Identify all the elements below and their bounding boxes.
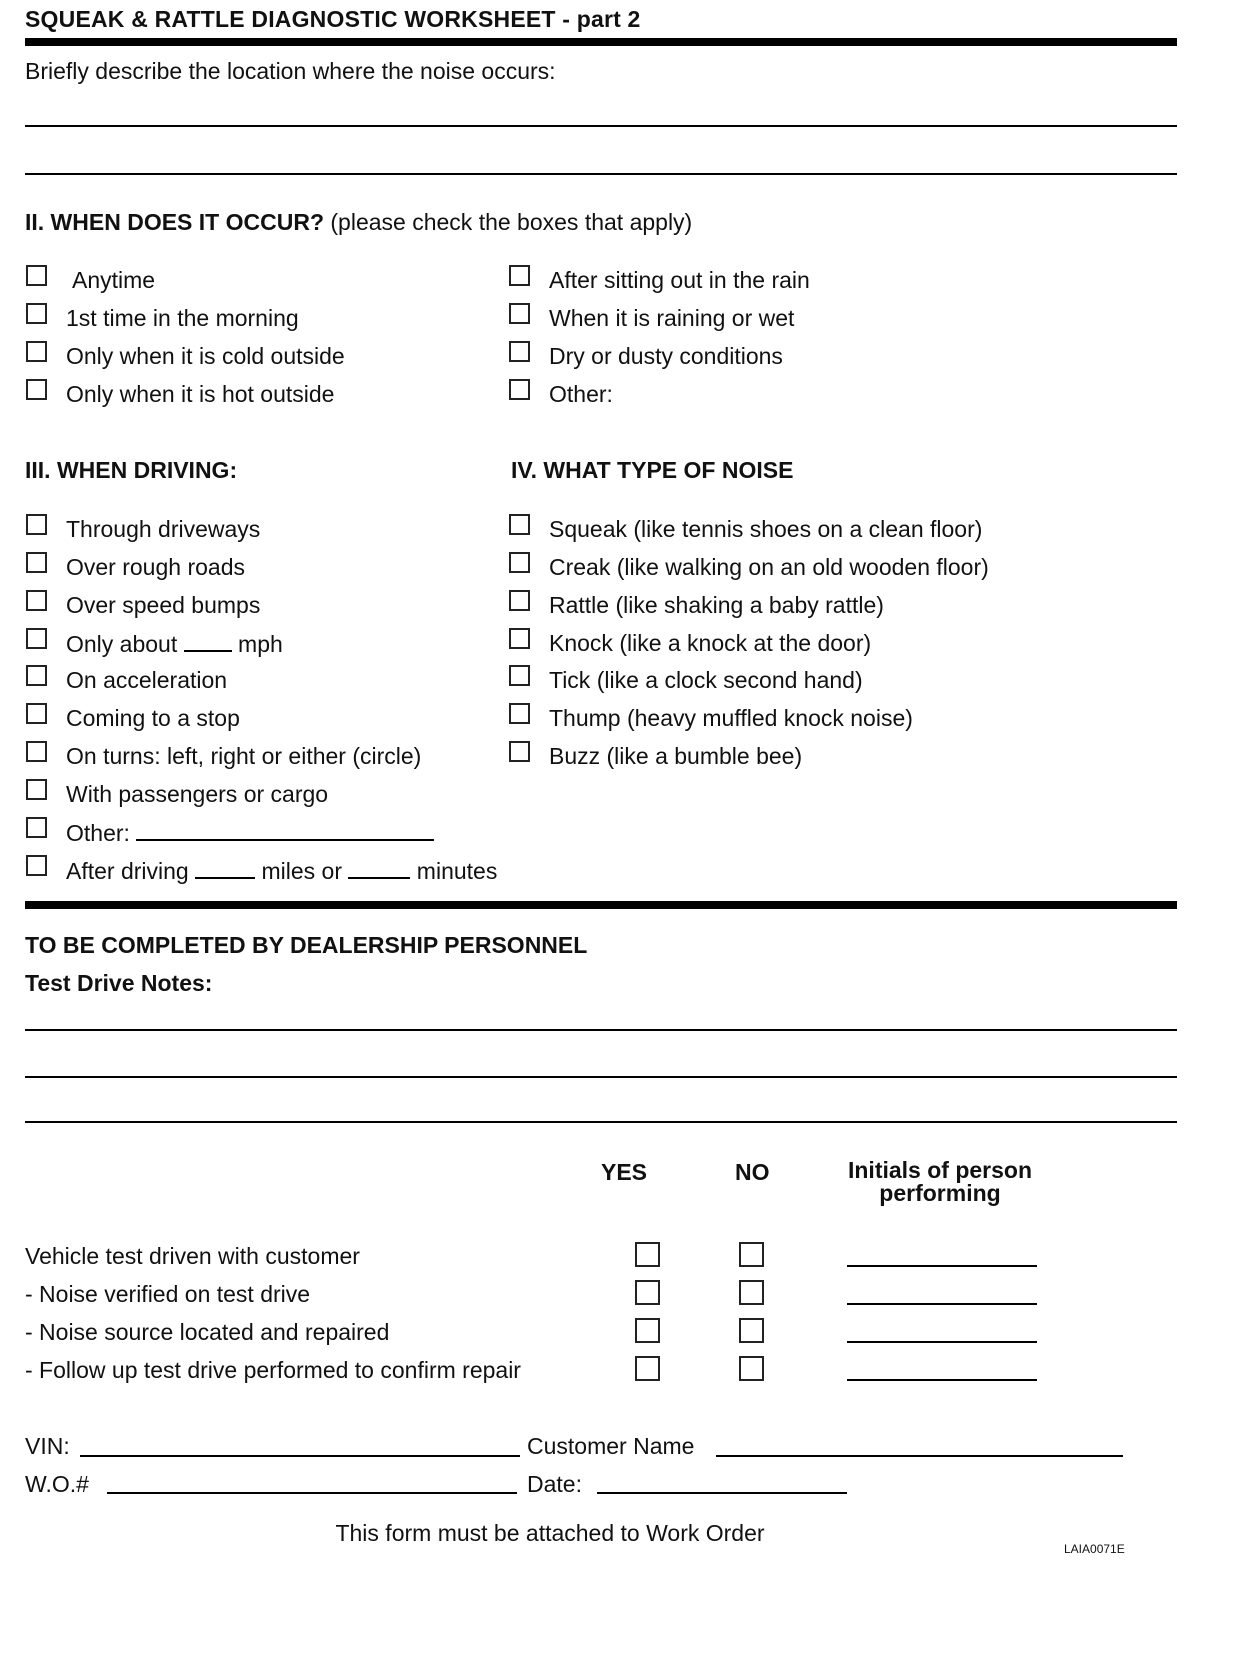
label-stop: Coming to a stop (66, 705, 240, 731)
row-label-noise-verified: - Noise verified on test drive (25, 1281, 311, 1307)
section-2-heading-rest: (please check the boxes that apply) (324, 209, 693, 235)
mph-blank[interactable] (184, 630, 232, 652)
label-other-driving: Other: (66, 820, 130, 846)
label-miles-or: miles or (261, 858, 343, 884)
after-driving-row (66, 857, 497, 885)
label-anytime: Anytime (72, 267, 156, 293)
miles-blank[interactable] (195, 857, 255, 879)
section-2-heading-bold: II. WHEN DOES IT OCCUR? (25, 209, 324, 235)
checkbox-stop[interactable] (26, 703, 47, 724)
checkbox-squeak[interactable] (509, 514, 530, 535)
label-rain: After sitting out in the rain (549, 267, 810, 293)
vin-field[interactable] (80, 1455, 520, 1457)
checkbox-buzz[interactable] (509, 741, 530, 762)
checkbox-noise-verified-yes[interactable] (635, 1280, 660, 1305)
form-code: LAIA0071E (1064, 1542, 1125, 1556)
col-no-header: NO (735, 1159, 770, 1185)
checkbox-creak[interactable] (509, 552, 530, 573)
label-rough-roads: Over rough roads (66, 554, 245, 580)
label-mph: mph (238, 631, 283, 657)
checkbox-source-repaired-no[interactable] (739, 1318, 764, 1343)
title-divider (25, 38, 1177, 46)
label-after-driving: After driving (66, 858, 189, 884)
other-driving-row (66, 819, 434, 847)
label-knock: Knock (like a knock at the door) (549, 630, 872, 656)
row-label-test-driven: Vehicle test driven with customer (25, 1243, 360, 1269)
wo-label: W.O.# (25, 1471, 89, 1497)
location-prompt: Briefly describe the location where the noise occurs: (25, 58, 556, 84)
checkbox-test-driven-no[interactable] (739, 1242, 764, 1267)
checkbox-thump[interactable] (509, 703, 530, 724)
checkbox-follow-up-yes[interactable] (635, 1356, 660, 1381)
row-label-follow-up: - Follow up test drive performed to confirm repair (25, 1357, 521, 1383)
checkbox-speed-bumps[interactable] (26, 590, 47, 611)
minutes-blank[interactable] (348, 857, 410, 879)
label-hot: Only when it is hot outside (66, 381, 335, 407)
label-tick: Tick (like a clock second hand) (549, 667, 863, 693)
checkbox-follow-up-no[interactable] (739, 1356, 764, 1381)
label-rattle: Rattle (like shaking a baby rattle) (549, 592, 884, 618)
initials-source-repaired[interactable] (847, 1341, 1037, 1343)
label-buzz: Buzz (like a bumble bee) (549, 743, 803, 769)
label-minutes: minutes (416, 858, 498, 884)
dealer-divider (25, 901, 1177, 909)
label-cold: Only when it is cold outside (66, 343, 345, 369)
row-label-source-repaired: - Noise source located and repaired (25, 1319, 390, 1345)
section-3-heading: III. WHEN DRIVING: (25, 457, 238, 483)
location-line-1[interactable] (25, 125, 1177, 127)
test-drive-notes-label: Test Drive Notes: (25, 970, 213, 996)
initials-follow-up[interactable] (847, 1379, 1037, 1381)
checkbox-morning[interactable] (26, 303, 47, 324)
label-only-about: Only about (66, 631, 178, 657)
col-initials-line-1: Initials of person (847, 1157, 1033, 1183)
customer-name-field[interactable] (716, 1455, 1123, 1457)
wo-field[interactable] (107, 1492, 517, 1494)
label-turns: On turns: left, right or either (circle) (66, 743, 422, 769)
checkbox-driveways[interactable] (26, 514, 47, 535)
date-field[interactable] (597, 1492, 847, 1494)
checkbox-acceleration[interactable] (26, 665, 47, 686)
only-about-row (66, 630, 283, 658)
col-initials-header (830, 1159, 1050, 1205)
date-label: Date: (527, 1471, 582, 1497)
checkbox-test-driven-yes[interactable] (635, 1242, 660, 1267)
customer-name-label: Customer Name (527, 1433, 695, 1459)
checkbox-knock[interactable] (509, 628, 530, 649)
other-driving-blank[interactable] (136, 819, 434, 841)
initials-test-driven[interactable] (847, 1265, 1037, 1267)
label-acceleration: On acceleration (66, 667, 228, 693)
section-2-heading (25, 209, 692, 236)
checkbox-after-driving[interactable] (26, 855, 47, 876)
checkbox-noise-verified-no[interactable] (739, 1280, 764, 1305)
checkbox-other-cond[interactable] (509, 379, 530, 400)
checkbox-hot[interactable] (26, 379, 47, 400)
checkbox-turns[interactable] (26, 741, 47, 762)
checkbox-source-repaired-yes[interactable] (635, 1318, 660, 1343)
label-dusty: Dry or dusty conditions (549, 343, 783, 369)
notes-line-1[interactable] (25, 1029, 1177, 1031)
label-morning: 1st time in the morning (66, 305, 299, 331)
initials-noise-verified[interactable] (847, 1303, 1037, 1305)
location-line-2[interactable] (25, 173, 1177, 175)
label-other-cond: Other: (549, 381, 613, 407)
label-thump: Thump (heavy muffled knock noise) (549, 705, 913, 731)
checkbox-anytime[interactable] (26, 265, 47, 286)
label-wet: When it is raining or wet (549, 305, 795, 331)
vin-label: VIN: (25, 1433, 70, 1459)
notes-line-3[interactable] (25, 1121, 1177, 1123)
checkbox-other-driving[interactable] (26, 817, 47, 838)
label-squeak: Squeak (like tennis shoes on a clean floor) (549, 516, 983, 542)
checkbox-rattle[interactable] (509, 590, 530, 611)
label-creak: Creak (like walking on an old wooden floor) (549, 554, 989, 580)
checkbox-tick[interactable] (509, 665, 530, 686)
dealer-heading: TO BE COMPLETED BY DEALERSHIP PERSONNEL (25, 932, 588, 958)
checkbox-only-about[interactable] (26, 628, 47, 649)
page-title: SQUEAK & RATTLE DIAGNOSTIC WORKSHEET - part 2 (25, 6, 641, 32)
col-yes-header: YES (601, 1159, 648, 1185)
section-4-heading: IV. WHAT TYPE OF NOISE (511, 457, 794, 483)
col-initials-line-2: performing (879, 1180, 1001, 1206)
notes-line-2[interactable] (25, 1076, 1177, 1078)
attach-note: This form must be attached to Work Order (335, 1520, 765, 1546)
label-speed-bumps: Over speed bumps (66, 592, 261, 618)
label-driveways: Through driveways (66, 516, 261, 542)
checkbox-cold[interactable] (26, 341, 47, 362)
checkbox-passengers[interactable] (26, 779, 47, 800)
label-passengers: With passengers or cargo (66, 781, 329, 807)
checkbox-rough-roads[interactable] (26, 552, 47, 573)
checkbox-rain[interactable] (509, 265, 530, 286)
checkbox-wet[interactable] (509, 303, 530, 324)
checkbox-dusty[interactable] (509, 341, 530, 362)
